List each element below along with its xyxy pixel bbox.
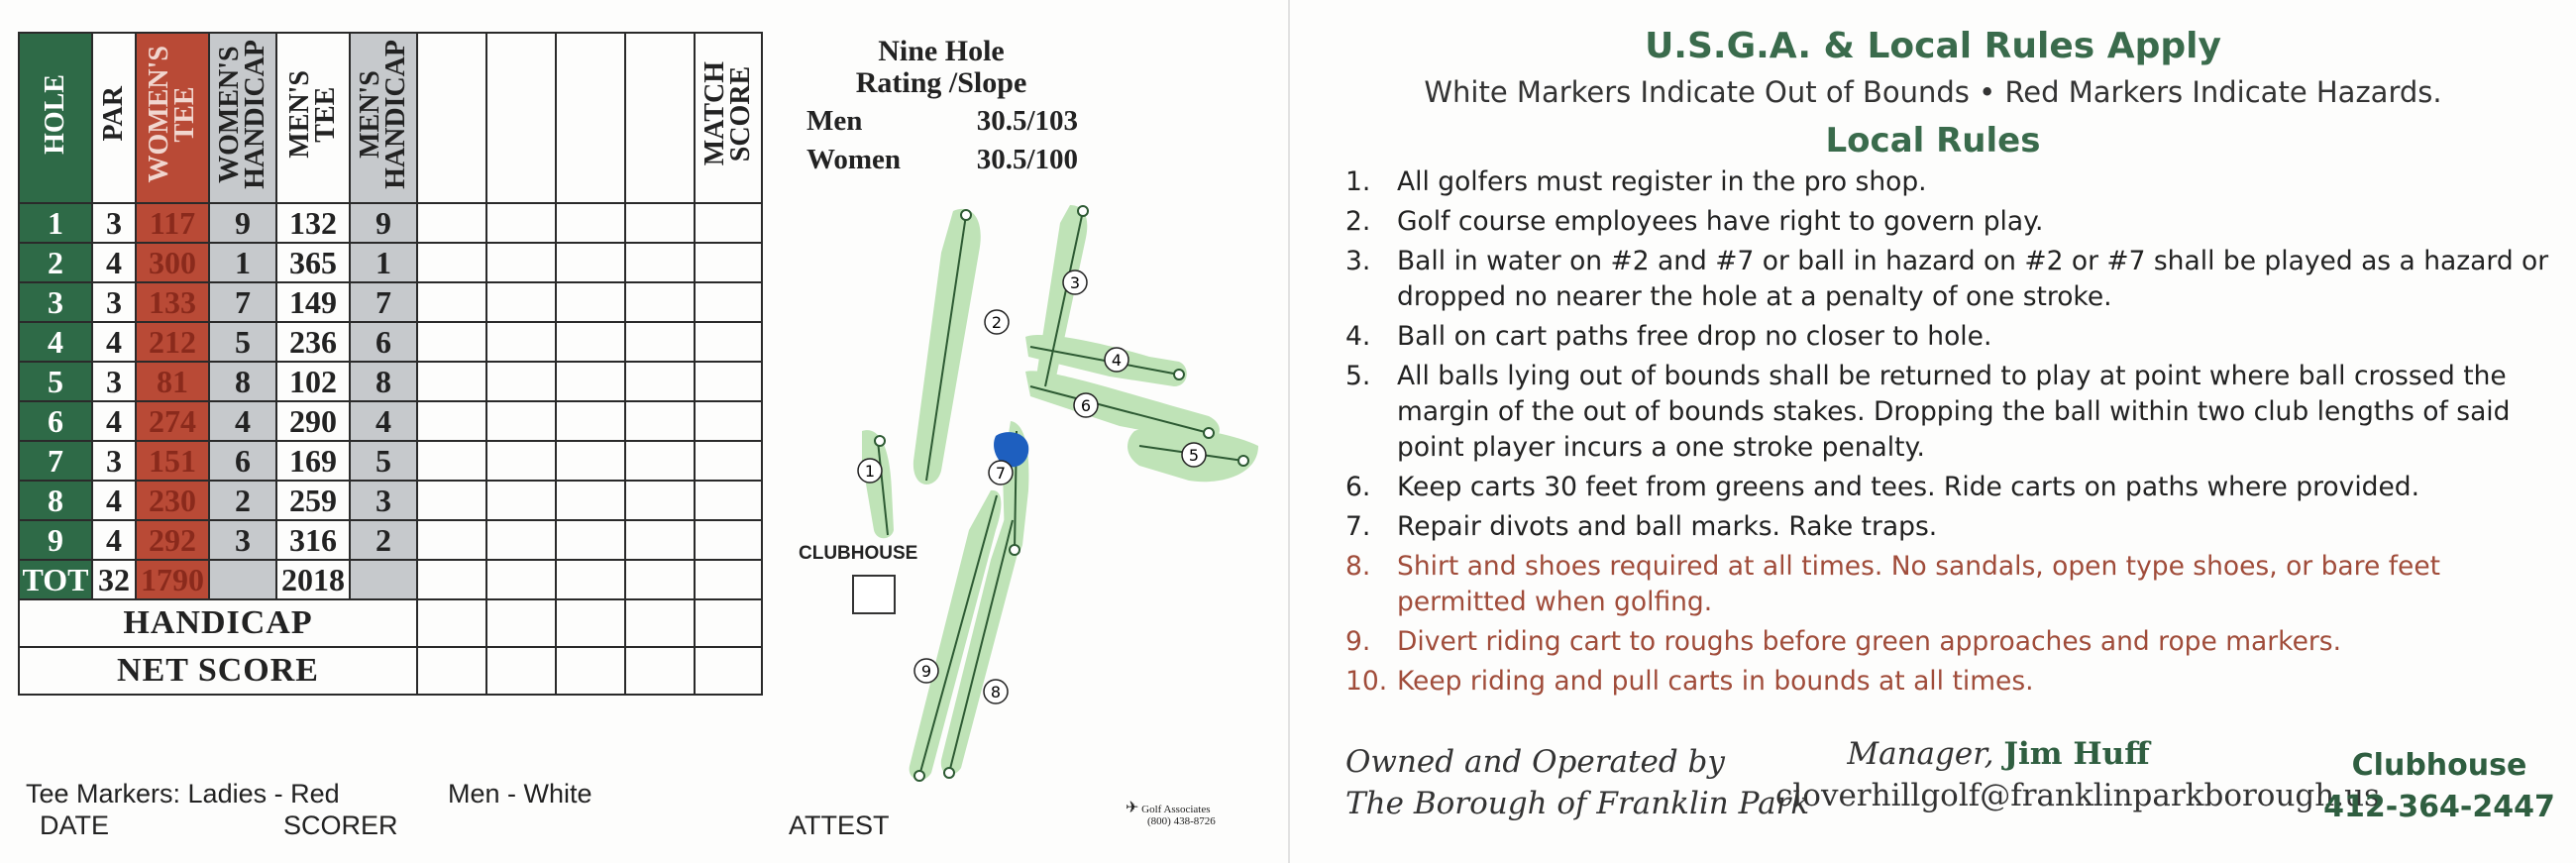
mens-handicap-cell: 4 (350, 401, 417, 441)
score-cell[interactable] (625, 560, 695, 599)
course-rating (793, 36, 1090, 176)
hole-marker-1 (858, 459, 882, 483)
score-cell[interactable] (625, 481, 695, 520)
local-rules-list (1345, 164, 2554, 703)
mens-handicap-cell (350, 560, 417, 599)
score-cell[interactable] (625, 401, 695, 441)
hole-cell: 9 (19, 520, 92, 560)
hole-row (19, 481, 762, 520)
womens-handicap-cell: 6 (209, 441, 276, 481)
hole-4-green (1174, 370, 1184, 379)
womens-tee-cell: 230 (136, 481, 209, 520)
womens-tee-cell: 81 (136, 362, 209, 401)
score-cell[interactable] (486, 362, 556, 401)
rule-item (1345, 624, 2554, 660)
publisher-phone: (800) 438-8726 (1147, 815, 1216, 827)
hole-cell: 7 (19, 441, 92, 481)
hole-cell: TOT (19, 560, 92, 599)
score-cell[interactable] (417, 560, 486, 599)
publisher-logo-icon: ✈ (1126, 800, 1139, 816)
par-cell: 4 (92, 520, 136, 560)
ownership (1345, 741, 1809, 824)
mens-tee-cell: 236 (276, 322, 350, 362)
womens-tee-cell: 151 (136, 441, 209, 481)
score-cell[interactable] (486, 203, 556, 243)
rule-number: 2. (1345, 206, 1371, 237)
score-cell[interactable] (486, 322, 556, 362)
match-score-cell[interactable] (695, 481, 762, 520)
hole-marker-8 (984, 680, 1008, 703)
womens-tee-cell: 274 (136, 401, 209, 441)
score-cell[interactable] (417, 599, 486, 647)
womens-handicap-cell: 7 (209, 282, 276, 322)
score-cell[interactable] (556, 203, 625, 243)
hole-cell: 2 (19, 243, 92, 282)
attest-label: ATTEST (789, 810, 890, 840)
hole-marker-5 (1182, 443, 1206, 467)
score-cell[interactable] (556, 560, 625, 599)
mens-tee-cell: 259 (276, 481, 350, 520)
match-score-cell[interactable] (695, 322, 762, 362)
score-cell[interactable] (556, 243, 625, 282)
womens-handicap-cell: 8 (209, 362, 276, 401)
score-cell[interactable] (625, 203, 695, 243)
svg-text:3: 3 (1069, 273, 1081, 292)
svg-text:9: 9 (920, 662, 932, 681)
par-cell: 4 (92, 243, 136, 282)
score-cell[interactable] (417, 243, 486, 282)
womens-tee-cell: 212 (136, 322, 209, 362)
mens-tee-cell: 149 (276, 282, 350, 322)
rule-number: 1. (1345, 166, 1371, 197)
hole-1-green (875, 436, 885, 446)
mens-handicap-cell: 1 (350, 243, 417, 282)
svg-text:2: 2 (991, 313, 1003, 332)
handicap-label: HANDICAP (19, 599, 417, 647)
match-score-cell[interactable] (695, 401, 762, 441)
par-cell: 4 (92, 322, 136, 362)
rule-number: 8. (1345, 551, 1371, 582)
hole-2-green (961, 210, 971, 220)
hole-cell: 3 (19, 282, 92, 322)
score-cell[interactable] (625, 520, 695, 560)
womens-handicap-cell: 5 (209, 322, 276, 362)
hole-row (19, 362, 762, 401)
score-cell[interactable] (486, 282, 556, 322)
score-cell[interactable] (625, 282, 695, 322)
rules-side (1290, 0, 2576, 863)
hole-6-green (1204, 428, 1214, 438)
hole-marker-7 (989, 461, 1013, 485)
womens-tee-cell: 300 (136, 243, 209, 282)
score-cell[interactable] (417, 203, 486, 243)
publisher-name: Golf Associates (1141, 804, 1211, 815)
rule-item (1345, 549, 2554, 620)
mens-tee-header: MEN'S TEE (276, 33, 350, 203)
mens-tee-cell: 316 (276, 520, 350, 560)
hole-row (19, 282, 762, 322)
par-cell: 3 (92, 282, 136, 322)
mens-handicap-cell: 5 (350, 441, 417, 481)
course-map (793, 193, 1258, 788)
hole-marker-6 (1074, 393, 1098, 417)
tee-markers-men: Men - White (448, 779, 592, 809)
hole-header: HOLE (19, 33, 92, 203)
rule-item (1345, 509, 2554, 545)
match-score-cell[interactable] (695, 243, 762, 282)
rule-text: Keep carts 30 feet from greens and tees. Ride carts on paths where provided. (1397, 472, 2420, 502)
mens-handicap-cell: 3 (350, 481, 417, 520)
svg-text:8: 8 (990, 683, 1002, 701)
scorecard-header-row (19, 33, 762, 203)
par-cell: 4 (92, 401, 136, 441)
score-cell[interactable] (417, 441, 486, 481)
scorecard-table (18, 32, 763, 696)
publisher-credit (1126, 800, 1216, 827)
score-cell[interactable] (486, 560, 556, 599)
clubhouse-phone[interactable]: 412-364-2447 (2323, 790, 2555, 824)
rule-text: Keep riding and pull carts in bounds at all times. (1397, 666, 2034, 697)
womens-tee-cell: 117 (136, 203, 209, 243)
rule-text: Ball on cart paths free drop no closer to hole. (1397, 321, 1992, 352)
rating-men-row (793, 105, 1090, 138)
score-cell[interactable] (625, 243, 695, 282)
manager-email[interactable]: cloverhillgolf@franklinparkborough.us (1775, 778, 2380, 813)
mens-tee-cell: 2018 (276, 560, 350, 599)
score-cell[interactable] (486, 647, 556, 695)
hole-marker-9 (914, 659, 938, 683)
clubhouse-contact (2320, 745, 2558, 828)
rule-text: Repair divots and ball marks. Rake traps. (1397, 511, 1938, 542)
rule-number: 6. (1345, 472, 1371, 502)
rule-item (1345, 664, 2554, 700)
score-cell[interactable] (417, 362, 486, 401)
rule-text: Ball in water on #2 and #7 or ball in hazard on #2 or #7 shall be played as a hazard or dropped no nearer the hole at a penalty of one stroke. (1397, 246, 2549, 312)
player-column-1[interactable] (417, 33, 486, 203)
svg-text:4: 4 (1111, 351, 1123, 370)
womens-tee-header: WOMEN'S TEE (136, 33, 209, 203)
rule-number: 5. (1345, 361, 1371, 391)
hole-cell: 4 (19, 322, 92, 362)
hole-cell: 6 (19, 401, 92, 441)
score-cell[interactable] (556, 322, 625, 362)
rule-number: 4. (1345, 321, 1371, 352)
score-cell[interactable] (695, 599, 762, 647)
rating-men-label: Men (806, 105, 863, 137)
rating-women-value: 30.5/100 (976, 144, 1078, 175)
player-column-4[interactable] (625, 33, 695, 203)
rule-text: All golfers must register in the pro shop. (1397, 166, 1927, 197)
match-score-cell[interactable] (695, 441, 762, 481)
womens-tee-cell: 1790 (136, 560, 209, 599)
manager-label: Manager, (1847, 736, 1994, 772)
rule-item (1345, 470, 2554, 505)
hole-marker-2 (985, 310, 1009, 334)
match-score-header: MATCH SCORE (695, 33, 762, 203)
par-cell: 3 (92, 441, 136, 481)
mens-handicap-cell: 9 (350, 203, 417, 243)
hole-row (19, 401, 762, 441)
womens-handicap-cell: 9 (209, 203, 276, 243)
rating-women-row (793, 144, 1090, 176)
par-header: PAR (92, 33, 136, 203)
rule-item (1345, 319, 2554, 355)
hole-row (19, 441, 762, 481)
rule-text: Shirt and shoes required at all times. No sandals, open type shoes, or bare feet permitted when golfing. (1397, 551, 2441, 617)
rule-text: All balls lying out of bounds shall be returned to play at point where ball crossed the margin of the out of bounds stakes. Dropping the ball within two club lengths of said point player incurs a one stroke penalty. (1397, 361, 2511, 463)
hole-marker-3 (1063, 270, 1087, 294)
score-cell[interactable] (486, 481, 556, 520)
score-cell[interactable] (556, 441, 625, 481)
svg-text:1: 1 (864, 462, 876, 481)
score-cell[interactable] (556, 599, 625, 647)
rating-men-value: 30.5/103 (976, 105, 1078, 137)
score-cell[interactable] (556, 282, 625, 322)
rule-item (1345, 244, 2554, 315)
match-score-cell[interactable] (695, 282, 762, 322)
hole-row (19, 520, 762, 560)
score-cell[interactable] (625, 599, 695, 647)
mens-handicap-cell: 2 (350, 520, 417, 560)
rule-item (1345, 359, 2554, 466)
score-cell[interactable] (556, 481, 625, 520)
score-cell[interactable] (625, 362, 695, 401)
score-cell[interactable] (625, 322, 695, 362)
womens-handicap-cell: 3 (209, 520, 276, 560)
rule-text: Golf course employees have right to govern play. (1397, 206, 2044, 237)
womens-handicap-cell (209, 560, 276, 599)
score-cell[interactable] (695, 647, 762, 695)
par-cell: 4 (92, 481, 136, 520)
rule-number: 9. (1345, 626, 1371, 657)
mens-handicap-header: MEN'S HANDICAP (350, 33, 417, 203)
par-cell: 3 (92, 362, 136, 401)
rule-number: 3. (1345, 246, 1371, 276)
womens-tee-cell: 133 (136, 282, 209, 322)
womens-handicap-cell: 2 (209, 481, 276, 520)
rules-title: U.S.G.A. & Local Rules Apply (1645, 26, 2221, 66)
hole-8-green (944, 768, 954, 778)
rule-item (1345, 164, 2554, 200)
date-label: DATE (40, 810, 110, 840)
fairway-6 (1025, 371, 1220, 441)
hole-cell: 8 (19, 481, 92, 520)
clubhouse-icon (852, 575, 896, 614)
clubhouse-label: CLUBHOUSE (799, 543, 918, 564)
score-cell[interactable] (625, 647, 695, 695)
mens-tee-cell: 102 (276, 362, 350, 401)
rules-subtitle: White Markers Indicate Out of Bounds • Red Markers Indicate Hazards. (1424, 75, 2442, 109)
owned-line-2: The Borough of Franklin Park (1345, 786, 1810, 821)
net-score-row (19, 647, 762, 695)
womens-handicap-cell: 1 (209, 243, 276, 282)
rule-number: 7. (1345, 511, 1371, 542)
svg-text:5: 5 (1188, 446, 1200, 465)
mens-tee-cell: 132 (276, 203, 350, 243)
rating-title-line2: Rating /Slope (855, 66, 1027, 99)
mens-handicap-cell: 6 (350, 322, 417, 362)
match-score-cell[interactable] (695, 520, 762, 560)
mens-handicap-cell: 8 (350, 362, 417, 401)
hole-9-green (914, 771, 924, 781)
total-row (19, 560, 762, 599)
womens-handicap-cell: 4 (209, 401, 276, 441)
hole-3-green (1078, 206, 1088, 216)
hole-5-green (1238, 456, 1248, 466)
rule-text: Divert riding cart to roughs before green approaches and rope markers. (1397, 626, 2342, 657)
score-cell[interactable] (417, 647, 486, 695)
net-score-label: NET SCORE (19, 647, 417, 695)
score-cell[interactable] (556, 520, 625, 560)
score-cell[interactable] (486, 441, 556, 481)
owned-line-1: Owned and Operated by (1345, 744, 1725, 780)
hole-cell: 1 (19, 203, 92, 243)
score-cell[interactable] (417, 481, 486, 520)
mens-handicap-cell: 7 (350, 282, 417, 322)
match-score-cell[interactable] (695, 362, 762, 401)
scorer-label: SCORER (283, 810, 398, 840)
rule-item (1345, 204, 2554, 240)
par-cell: 3 (92, 203, 136, 243)
player-column-2[interactable] (486, 33, 556, 203)
hole-row (19, 322, 762, 362)
hole-cell: 5 (19, 362, 92, 401)
womens-tee-cell: 292 (136, 520, 209, 560)
mens-tee-cell: 365 (276, 243, 350, 282)
score-cell[interactable] (556, 362, 625, 401)
score-cell[interactable] (486, 599, 556, 647)
rating-women-label: Women (806, 144, 902, 175)
mens-tee-cell: 169 (276, 441, 350, 481)
par-cell: 32 (92, 560, 136, 599)
tee-markers-ladies: Tee Markers: Ladies - Red (26, 779, 340, 809)
svg-text:6: 6 (1080, 396, 1092, 415)
hole-7-green (1010, 545, 1020, 555)
hole-row (19, 243, 762, 282)
score-cell[interactable] (417, 401, 486, 441)
score-cell[interactable] (486, 401, 556, 441)
rating-title-line1: Nine Hole (878, 35, 1005, 67)
hole-row (19, 203, 762, 243)
clubhouse-contact-label: Clubhouse (2351, 748, 2527, 783)
score-cell[interactable] (625, 441, 695, 481)
handicap-row (19, 599, 762, 647)
hole-marker-4 (1105, 348, 1128, 372)
score-cell[interactable] (556, 647, 625, 695)
score-cell[interactable] (556, 401, 625, 441)
match-score-cell[interactable] (695, 203, 762, 243)
score-cell[interactable] (486, 520, 556, 560)
svg-text:7: 7 (995, 464, 1007, 483)
manager-info (1775, 733, 2380, 816)
match-score-cell[interactable] (695, 560, 762, 599)
player-column-3[interactable] (556, 33, 625, 203)
mens-tee-cell: 290 (276, 401, 350, 441)
score-cell[interactable] (417, 520, 486, 560)
rule-number: 10. (1345, 666, 1388, 697)
manager-name: Jim Huff (2003, 736, 2150, 772)
womens-handicap-header: WOMEN'S HANDICAP (209, 33, 276, 203)
local-rules-title: Local Rules (1825, 121, 2041, 161)
score-cell[interactable] (417, 282, 486, 322)
score-cell[interactable] (486, 243, 556, 282)
score-cell[interactable] (417, 322, 486, 362)
